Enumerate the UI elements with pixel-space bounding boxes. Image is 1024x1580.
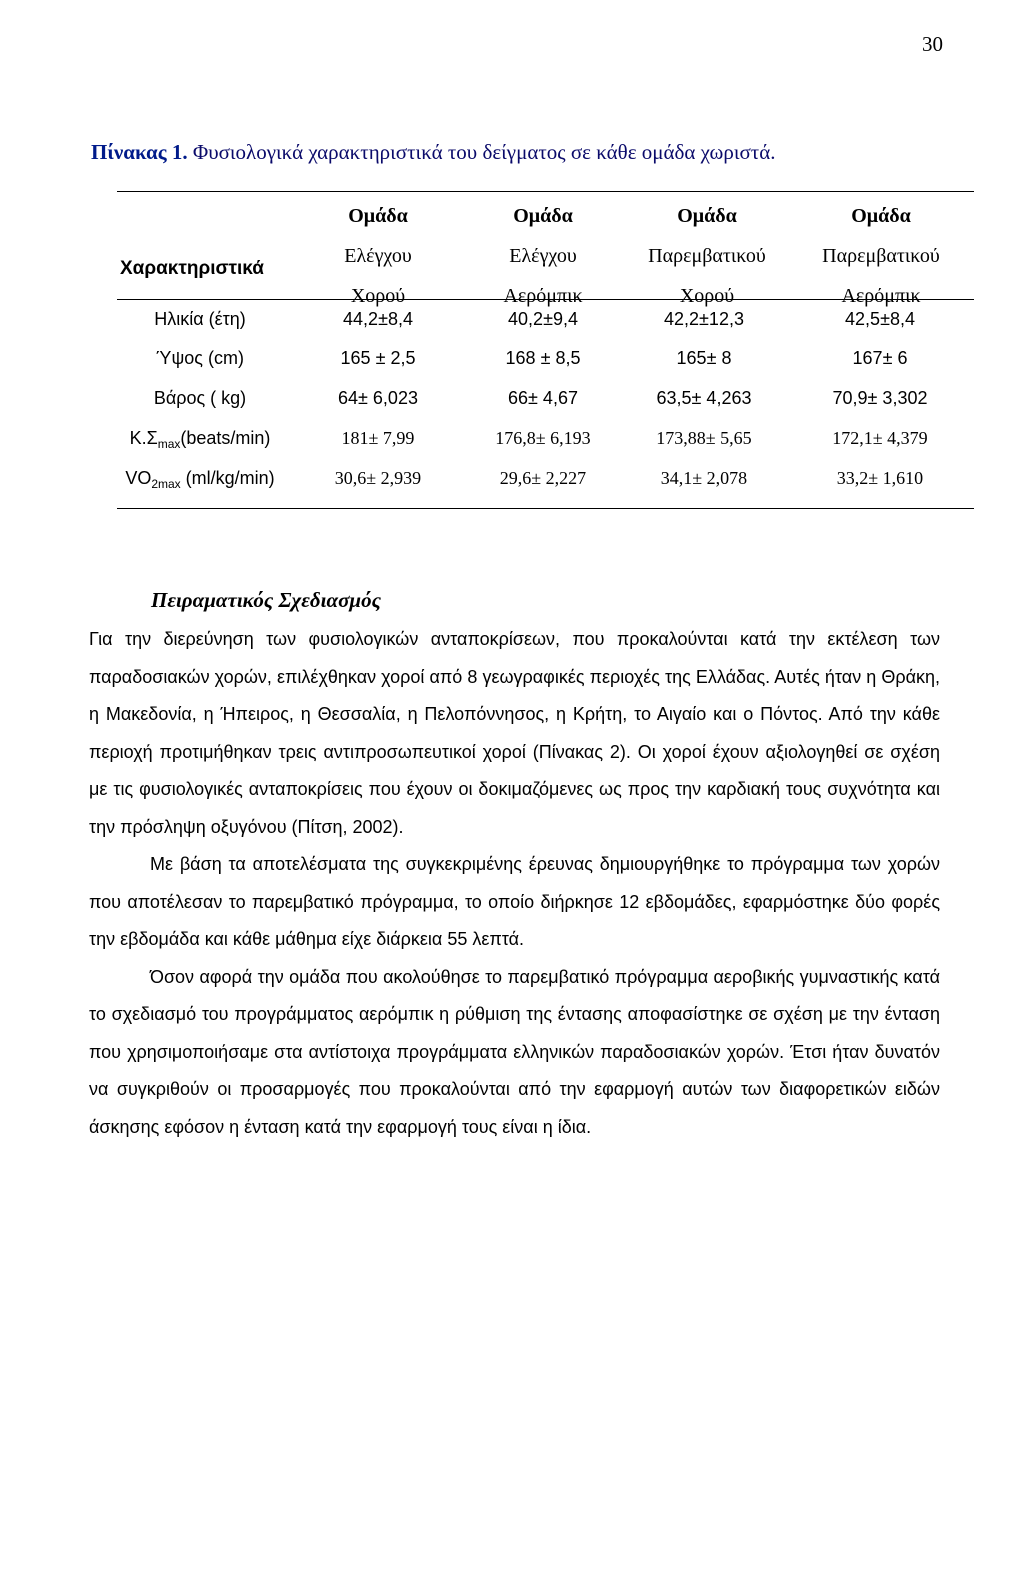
table-cell: 42,5±8,4 [845,309,915,329]
table-cell: 173,88± 5,65 [656,428,752,448]
table-cell: 40,2±9,4 [508,309,578,329]
table-cell: 167± 6 [852,348,908,368]
column-header-intervention-aerobic: Ομάδα Παρεμβατικού Αερόμπικ [822,205,940,307]
row-label-weight: Βάρος ( kg) [153,388,247,408]
table-cell: 44,2±8,4 [343,309,413,329]
table-caption [91,140,776,165]
table-header-rule [117,299,974,300]
table-cell: 176,8± 6,193 [495,428,591,448]
table-cell: 33,2± 1,610 [836,468,924,488]
table-cell: 70,9± 3,302 [832,388,928,408]
characteristics-header: Χαρακτηριστικά [120,258,264,279]
table-row [0,388,1024,418]
paragraph: Με βάση τα αποτελέσματα της συγκεκριμένης έρευνας δημιουργήθηκε το πρόγραμμα των χορών που αποτέλεσαν το παρεμβατικό πρόγραμμα, το οποίο διήρκησε 12 εβδομάδες, εφαρμόστηκε δύο φορές την εβδομάδα και κάθε μάθημα είχε διάρκεια 55 λεπτά. [89,854,940,949]
row-label-height: Ύψος (cm) [156,348,244,368]
table-caption-label: Πίνακας 1. [91,140,188,164]
column-header-control-dance: Ομάδα Ελέγχου Χορού [344,205,412,307]
table-cell: 172,1± 4,379 [832,428,928,448]
table-cell: 165 ± 2,5 [340,348,416,368]
table-top-rule [117,191,974,192]
table-row [0,468,1024,498]
table-cell: 64± 6,023 [338,388,418,408]
section-body [89,621,940,1146]
row-label-vo2max: $VO_{2max}$ (ml/kg/min) [125,468,275,491]
table-row [0,309,1024,339]
table-cell: 34,1± 2,078 [660,468,748,488]
row-label-max-heart-rate: $K.\Sigma_{max}(beats/\min)$ [129,428,271,451]
table-row [0,348,1024,378]
row-label-age: Ηλικία (έτη) [154,309,246,329]
section-heading: Πειραματικός Σχεδιασμός [151,588,381,612]
paragraph: Όσον αφορά την ομάδα που ακολούθησε το παρεμβατικό πρόγραμμα αεροβικής γυμναστικής κατά το σχεδιασμό του προγράμματος αερόμπικ η ρύθμιση της έντασης αποφασίστηκε σε σχέση με την ένταση που χρησιμοποιήσαμε στα αντίστοιχα προγράμματα ελληνικών παραδοσιακών χορών. Έτσι ήταν δυνατόν να συγκριθούν οι προσαρμογές που προκαλούνται από την εφαρμογή αυτών των διαφορετικών ειδών άσκησης εφόσον η ένταση κατά την εφαρμογή τους είναι η ίδια. [89,966,940,1137]
table-row [0,428,1024,458]
table-cell: 181± 7,99 [341,428,415,448]
table-cell: 29,6± 2,227 [499,468,587,488]
paragraph: Για την διερεύνηση των φυσιολογικών ανταποκρίσεων, που προκαλούνται κατά την εκτέλεση των παραδοσιακών χορών, επιλέχθηκαν χοροί από 8 γεωγραφικές περιοχές της Ελλάδας. Αυτές ήταν η Θράκη, η Μακεδονία, η Ήπειρος, η Θεσσαλία, η Πελοπόννησος, η Κρήτη, το Αιγαίο και ο Πόντος. Από την κάθε περιοχή προτιμήθηκαν τρεις αντιπροσωπευτικοί χοροί (Πίνακας 2). Οι χοροί έχουν αξιολογηθεί σε σχέση με τις φυσιολογικές ανταποκρίσεις που έχουν οι δοκιμαζόμενες ως προς την καρδιακή τους συχνότητα και την πρόσληψη οξυγόνου (Πίτση, 2002). [89,629,940,837]
table-cell: 66± 4,67 [508,388,578,408]
table-bottom-rule [117,508,974,509]
table-cell: 168 ± 8,5 [505,348,581,368]
table-caption-text: Φυσιολογικά χαρακτηριστικά του δείγματος σε κάθε ομάδα χωριστά. [192,140,776,164]
table-cell: 30,6± 2,939 [334,468,422,488]
column-header-control-aerobic: Ομάδα Ελέγχου Αερόμπικ [503,205,583,307]
page-number: 30 [922,32,943,56]
table-cell: 42,2±12,3 [664,309,744,329]
table-cell: 63,5± 4,263 [656,388,752,408]
table-cell: 165± 8 [676,348,732,368]
column-header-intervention-dance: Ομάδα Παρεμβατικού Χορού [648,205,766,307]
